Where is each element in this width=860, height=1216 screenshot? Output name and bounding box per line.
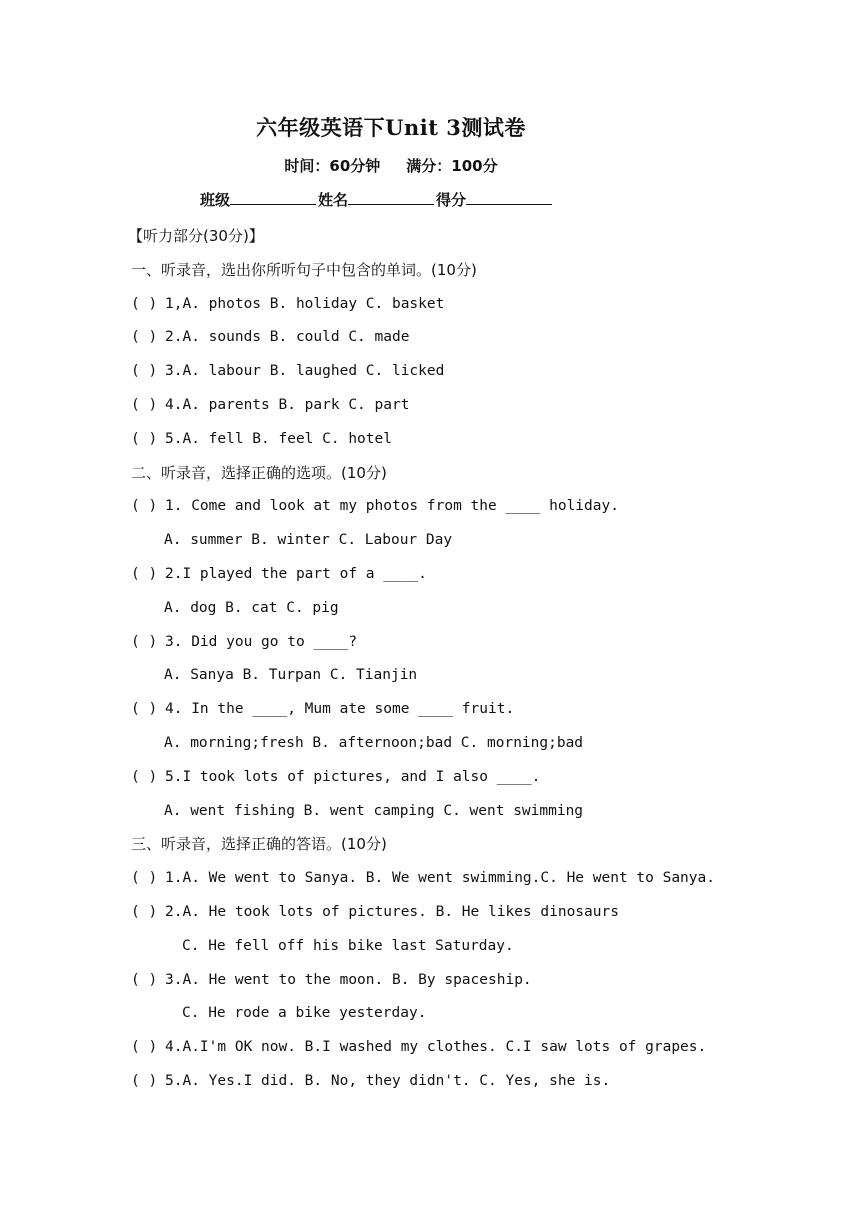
options-row: A. morning;fresh B. afternoon;bad C. morning;bad (164, 734, 584, 751)
part1-heading: 一、听录音，选出你所听句子中包含的单词。(10分) (131, 260, 477, 279)
answer-blank[interactable]: ( ) (131, 903, 158, 920)
grade-label: 得分 (436, 191, 467, 209)
student-info (200, 189, 554, 210)
part3-heading: 三、听录音，选择正确的答语。(10分) (131, 835, 387, 854)
question-row: ( ) 5.A. fell B. feel C. hotel (131, 423, 831, 457)
exam-title: 六年级英语下Unit 3测试卷 (256, 115, 526, 140)
answer-blank[interactable]: ( ) (131, 971, 158, 988)
answer-blank[interactable]: ( ) (131, 295, 158, 312)
options-row: A. dog B. cat C. pig (164, 599, 339, 616)
name-blank[interactable] (348, 190, 434, 205)
answer-blank[interactable]: ( ) (131, 870, 158, 887)
answer-blank[interactable]: ( ) (131, 768, 158, 785)
question-row: ( ) 5.A. Yes.I did. B. No, they didn't. C. Yes, she is. (131, 1065, 831, 1099)
full-score: 满分：100分 (406, 157, 498, 175)
options-continuation: C. He rode a bike yesterday. (182, 1005, 427, 1022)
name-label: 姓名 (318, 191, 349, 209)
exam-body (128, 220, 831, 1099)
question-row: ( ) 5.I took lots of pictures, and I also ____. (131, 761, 831, 795)
options-row: A. went fishing B. went camping C. went swimming (164, 802, 584, 819)
question-row: ( ) 3.A. He went to the moon. B. By spaceship. (131, 964, 831, 998)
question-row: ( ) 1.A. We went to Sanya. B. We went swimming.C. He went to Sanya. (131, 862, 831, 896)
question-row: ( ) 4.A. parents B. park C. part (131, 389, 831, 423)
answer-blank[interactable]: ( ) (131, 701, 158, 718)
answer-blank[interactable]: ( ) (131, 430, 158, 447)
time-limit: 时间：60分钟 (284, 157, 381, 175)
options-row: A. summer B. winter C. Labour Day (164, 532, 453, 549)
answer-blank[interactable]: ( ) (131, 498, 158, 515)
question-row: ( ) 2.I played the part of a ____. (131, 558, 831, 592)
grade-blank[interactable] (466, 190, 552, 205)
answer-blank[interactable]: ( ) (131, 565, 158, 582)
question-row: ( ) 2.A. sounds B. could C. made (131, 321, 831, 355)
question-row: ( ) 2.A. He took lots of pictures. B. He likes dinosaurs (131, 896, 831, 930)
question-row: ( ) 3.A. labour B. laughed C. licked (131, 355, 831, 389)
answer-blank[interactable]: ( ) (131, 1039, 158, 1056)
answer-blank[interactable]: ( ) (131, 396, 158, 413)
question-row: ( ) 1,A. photos B. holiday C. basket (131, 288, 831, 322)
part2-heading: 二、听录音，选择正确的选项。(10分) (131, 463, 387, 482)
answer-blank[interactable]: ( ) (131, 1072, 158, 1089)
class-blank[interactable] (230, 190, 316, 205)
listening-heading: 【听力部分(30分)】 (128, 227, 264, 245)
answer-blank[interactable]: ( ) (131, 329, 158, 346)
question-row: ( ) 3. Did you go to ____? (131, 626, 831, 660)
exam-meta (0, 155, 782, 176)
options-continuation: C. He fell off his bike last Saturday. (182, 937, 514, 954)
answer-blank[interactable]: ( ) (131, 633, 158, 650)
options-row: A. Sanya B. Turpan C. Tianjin (164, 667, 418, 684)
class-label: 班级 (200, 191, 231, 209)
answer-blank[interactable]: ( ) (131, 363, 158, 380)
question-row: ( ) 4.A.I'm OK now. B.I washed my clothes. C.I saw lots of grapes. (131, 1031, 831, 1065)
question-row: ( ) 1. Come and look at my photos from the ____ holiday. (131, 490, 831, 524)
question-row: ( ) 4. In the ____, Mum ate some ____ fruit. (131, 693, 831, 727)
